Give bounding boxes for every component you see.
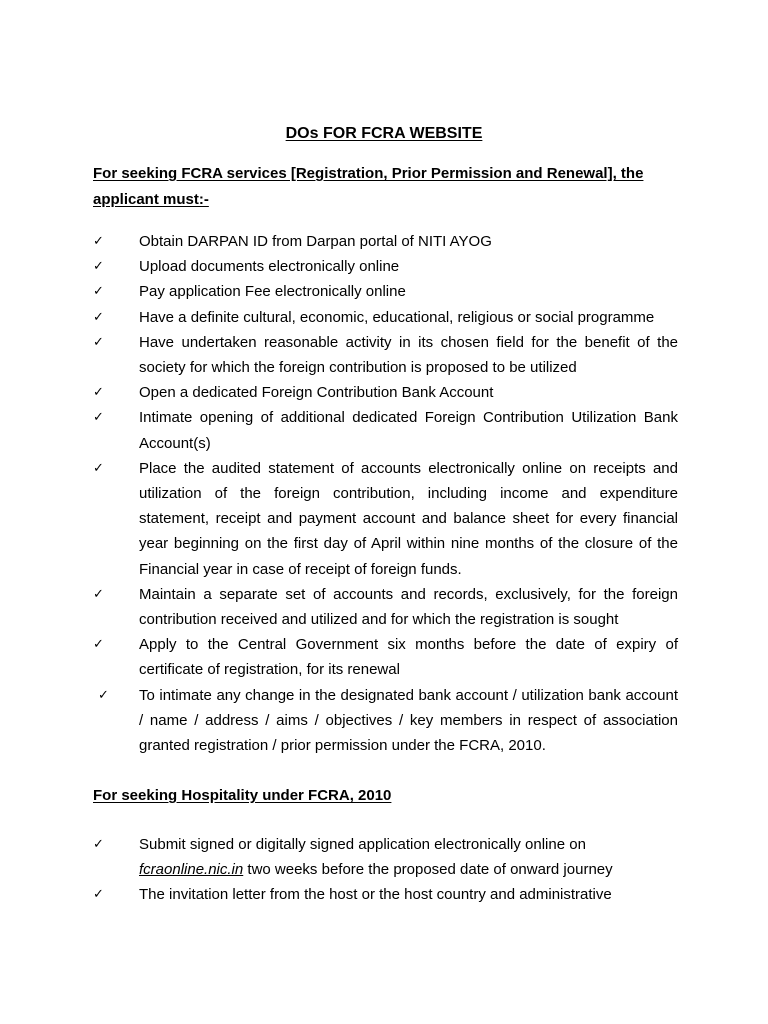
check-mark-icon: ✓ (93, 334, 104, 350)
list-item: ✓ Have undertaken reasonable activity in its chosen field for the benefit of the society for which the foreign contribution is proposed to be utilized (93, 330, 678, 380)
list-item: ✓ Place the audited statement of accounts electronically online on receipts and utilization of the foreign contribution, including income and expenditure statement, receipt and payment account and balance sheet for every financial year beginning on the first day of April within nine months of the closure of the Financial year in case of receipt of foreign funds. (93, 456, 678, 582)
list-item: ✓ Upload documents electronically online (93, 254, 678, 279)
check-mark-icon: ✓ (93, 410, 104, 426)
check-mark-icon: ✓ (93, 637, 104, 653)
check-mark-icon: ✓ (93, 460, 104, 476)
check-mark-icon: ✓ (93, 284, 104, 300)
check-mark-icon: ✓ (93, 385, 104, 401)
list-item: ✓ To intimate any change in the designated bank account / utilization bank account / name / address / aims / objectives / key members in respect of association granted registration / prior permission under the FCRA, 2010. (93, 683, 678, 759)
list-item: ✓ Open a dedicated Foreign Contribution Bank Account (93, 380, 678, 405)
check-mark-icon: ✓ (93, 887, 104, 903)
page-title: DOs FOR FCRA WEBSITE (285, 125, 483, 142)
check-mark-icon: ✓ (93, 309, 104, 325)
fcra-services-list (93, 229, 678, 758)
list-item: ✓ Maintain a separate set of accounts and records, exclusively, for the foreign contribution received and utilized and for which the registration is sought (93, 582, 678, 632)
list-item: ✓ Intimate opening of additional dedicated Foreign Contribution Utilization Bank Account(s) (93, 405, 678, 455)
list-item: ✓ Have a definite cultural, economic, educational, religious or social programme (93, 305, 678, 330)
check-mark-icon: ✓ (98, 687, 109, 703)
list-item: ✓ The invitation letter from the host or the host country and administrative (93, 882, 678, 907)
check-mark-icon: ✓ (93, 837, 104, 852)
hospitality-list (93, 832, 678, 908)
list-item: ✓ Pay application Fee electronically online (93, 279, 678, 304)
check-mark-icon: ✓ (93, 586, 104, 602)
section-heading-hospitality: For seeking Hospitality under FCRA, 2010 (93, 787, 392, 804)
list-item: ✓ Apply to the Central Government six months before the date of expiry of certificate of registration, for its renewal (93, 632, 678, 682)
fcraonline-link[interactable]: fcraonline.nic.in (139, 861, 244, 879)
check-mark-icon: ✓ (93, 259, 104, 275)
check-mark-icon: ✓ (93, 234, 104, 249)
list-item: ✓ Submit signed or digitally signed application electronically online on fcraonline.nic.in two weeks before the proposed date of onward journey (93, 832, 678, 882)
list-item: ✓ Obtain DARPAN ID from Darpan portal of NITI AYOG (93, 229, 678, 254)
section-heading-fcra-services: For seeking FCRA services [Registration, Prior Permission and Renewal], the applicant must:- (93, 165, 644, 208)
